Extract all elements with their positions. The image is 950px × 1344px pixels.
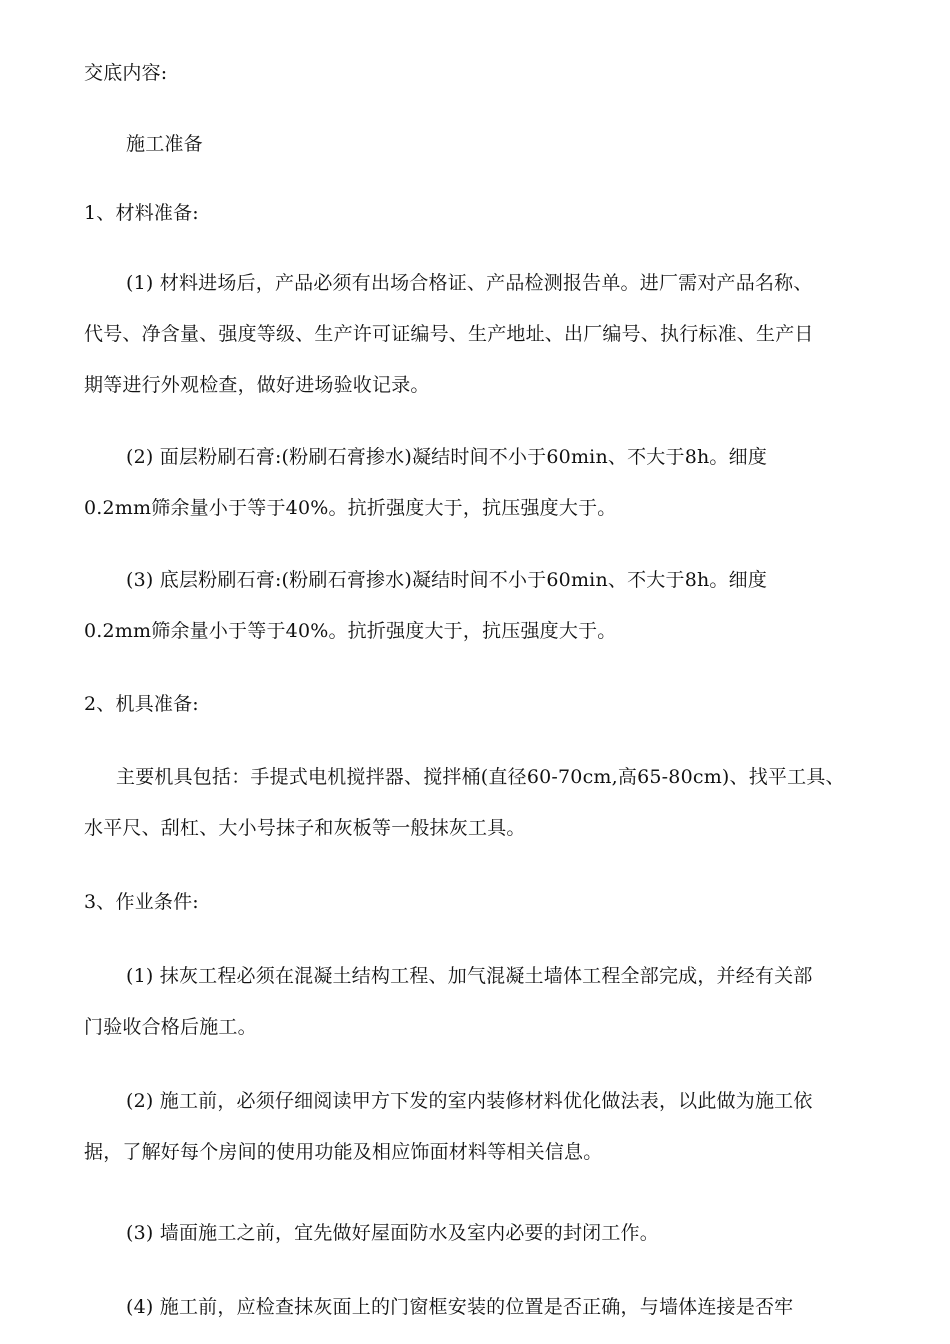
paragraph-line: (3) 底层粉刷石膏:(粉刷石膏掺水)凝结时间不小于60min、不大于8h。细度	[126, 569, 768, 591]
paragraph-line: 代号、净含量、强度等级、生产许可证编号、生产地址、出厂编号、执行标准、生产日	[84, 323, 814, 345]
header-label: 交底内容:	[84, 62, 168, 84]
paragraph-line: (1) 材料进场后，产品必须有出场合格证、产品检测报告单。进厂需对产品名称、	[126, 272, 813, 294]
section-title: 施工准备	[126, 133, 203, 155]
paragraph-line: 门验收合格后施工。	[84, 1016, 257, 1038]
paragraph-line: (4) 施工前，应检查抹灰面上的门窗框安装的位置是否正确，与墙体连接是否牢	[126, 1296, 794, 1318]
paragraph-line: 主要机具包括：手提式电机搅拌器、搅拌桶(直径60-70cm,高65-80cm)、找平工具、	[116, 766, 845, 788]
paragraph-line: 水平尺、刮杠、大小号抹子和灰板等一般抹灰工具。	[84, 817, 526, 839]
paragraph-line: (1) 抹灰工程必须在混凝土结构工程、加气混凝土墙体工程全部完成，并经有关部	[126, 965, 813, 987]
paragraph-line: (2) 施工前，必须仔细阅读甲方下发的室内装修材料优化做法表，以此做为施工依	[126, 1090, 813, 1112]
heading-materials: 1、材料准备:	[84, 202, 199, 224]
paragraph-line: 0.2mm筛余量小于等于40%。抗折强度大于，抗压强度大于。	[84, 620, 617, 642]
paragraph-line: 期等进行外观检查，做好进场验收记录。	[84, 374, 430, 396]
paragraph-line: 据，了解好每个房间的使用功能及相应饰面材料等相关信息。	[84, 1141, 603, 1163]
paragraph-line: (3) 墙面施工之前，宜先做好屋面防水及室内必要的封闭工作。	[126, 1222, 659, 1244]
paragraph-line: (2) 面层粉刷石膏:(粉刷石膏掺水)凝结时间不小于60min、不大于8h。细度	[126, 446, 768, 468]
heading-tools: 2、机具准备:	[84, 693, 199, 715]
heading-conditions: 3、作业条件:	[84, 891, 199, 913]
paragraph-line: 0.2mm筛余量小于等于40%。抗折强度大于，抗压强度大于。	[84, 497, 617, 519]
